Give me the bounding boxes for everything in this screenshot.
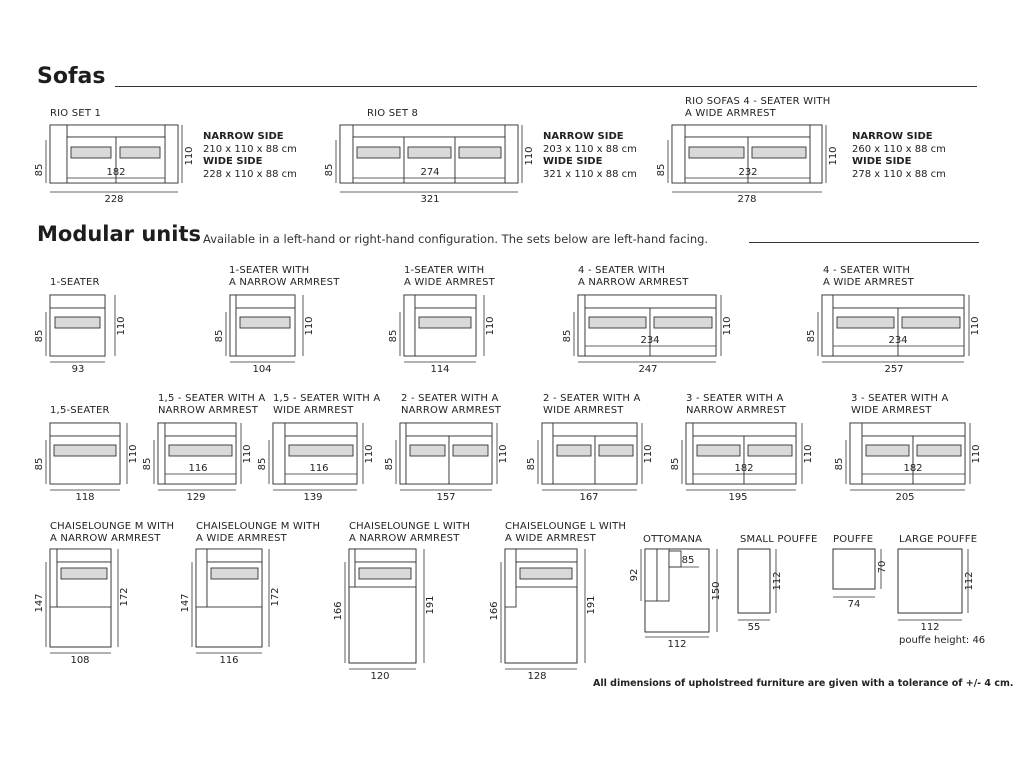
sofas-rule	[115, 86, 977, 87]
dim-width: 129	[186, 492, 206, 503]
dim-inner: 274	[420, 167, 440, 178]
dim-depth: 85	[562, 329, 573, 343]
dim-depth: 85	[834, 457, 845, 471]
dim-width: 228	[104, 194, 124, 205]
module-name: 3 - SEATER WITH A NARROW ARMREST	[686, 393, 787, 416]
dim-width: 247	[638, 364, 658, 375]
module-name: LARGE POUFFE	[899, 534, 978, 545]
module-name: 2 - SEATER WITH A NARROW ARMREST	[401, 393, 502, 416]
dim-width: 195	[728, 492, 748, 503]
dim-depth: 85	[388, 329, 399, 343]
dim-width: 112	[667, 639, 687, 650]
module-name: 2 - SEATER WITH A WIDE ARMREST	[543, 393, 641, 416]
dim-width: 278	[737, 194, 757, 205]
dim-width: 128	[527, 671, 547, 682]
dim-depth: 147	[34, 593, 45, 613]
dim-height: 110	[803, 444, 814, 464]
module-name: 3 - SEATER WITH A WIDE ARMREST	[851, 393, 949, 416]
module-name: CHAISELOUNGE L WITH A NARROW ARMREST	[349, 521, 471, 544]
module-name: POUFFE	[833, 534, 874, 545]
dim-height: 110	[184, 146, 195, 166]
dim-depth: 85	[257, 457, 268, 471]
dim-width: 139	[303, 492, 323, 503]
dim-width: 112	[920, 622, 940, 633]
dim-height: 110	[304, 316, 315, 336]
dim-width: 167	[579, 492, 599, 503]
modular-rule	[749, 242, 979, 243]
dim-width: 114	[430, 364, 450, 375]
dim-depth: 85	[806, 329, 817, 343]
sofa-specs: NARROW SIDE 260 x 110 x 88 cm WIDE SIDE 278 x 110 x 88 cm	[852, 131, 946, 180]
dim-inner: 232	[738, 167, 758, 178]
dim-depth: 85	[656, 163, 667, 177]
dim-height: 191	[425, 595, 436, 615]
sofas-title: Sofas	[37, 64, 106, 89]
dim-height: 110	[970, 316, 981, 336]
sofa-diagram	[652, 120, 842, 208]
dim-depth: 166	[489, 601, 500, 621]
tolerance-footnote: All dimensions of upholstreed furniture are given with a tolerance of +/- 4 cm.	[593, 678, 1014, 689]
dim-height: 112	[964, 571, 975, 591]
dim-height: 110	[828, 146, 839, 166]
module-name: CHAISELOUNGE M WITH A WIDE ARMREST	[196, 521, 321, 544]
module-name: 1,5-SEATER	[50, 405, 110, 416]
dim-height: 110	[116, 316, 127, 336]
dim-depth: 85	[324, 163, 335, 177]
large-pouffe-diagram	[880, 545, 980, 633]
module-diagram	[558, 290, 738, 375]
module-diagram	[380, 418, 510, 503]
dim-height: 110	[128, 444, 139, 464]
dim-depth: 166	[333, 601, 344, 621]
dim-height: 110	[498, 444, 509, 464]
module-name: OTTOMANA	[643, 534, 703, 545]
module-name: 1-SEATER WITH A WIDE ARMREST	[404, 265, 495, 288]
sofa-diagram	[30, 120, 195, 208]
sofa-specs: NARROW SIDE 203 x 110 x 88 cm WIDE SIDE 321 x 110 x 88 cm	[543, 131, 637, 180]
dim-depth: 85	[526, 457, 537, 471]
chaiselounge-diagram	[30, 545, 140, 666]
dim-height: 110	[485, 316, 496, 336]
dim-height: 110	[242, 444, 253, 464]
dim-inner: 182	[106, 167, 126, 178]
dim-width: 104	[252, 364, 272, 375]
module-diagram	[30, 290, 130, 375]
dim-height: 110	[643, 444, 654, 464]
dim-depth: 85	[34, 457, 45, 471]
sofa-specs: NARROW SIDE 210 x 110 x 88 cm WIDE SIDE 228 x 110 x 88 cm	[203, 131, 297, 180]
module-diagram	[522, 418, 662, 503]
dim-inner: 116	[188, 463, 208, 474]
dim-depth: 92	[629, 568, 640, 582]
dim-depth: 85	[34, 329, 45, 343]
dim-depth: 85	[214, 329, 225, 343]
modular-title: Modular units	[37, 222, 201, 246]
dim-width: 74	[847, 599, 861, 610]
module-name: 4 - SEATER WITH A NARROW ARMREST	[578, 265, 689, 288]
chaiselounge-diagram	[329, 545, 449, 682]
dim-width: 93	[71, 364, 85, 375]
dim-height: 172	[119, 587, 130, 607]
module-diagram	[384, 290, 494, 375]
module-diagram	[138, 418, 253, 503]
dim-depth: 147	[180, 593, 191, 613]
dim-width: 118	[75, 492, 95, 503]
small-pouffe-diagram	[720, 545, 800, 633]
dim-height: 110	[722, 316, 733, 336]
module-name: 1,5 - SEATER WITH A NARROW ARMREST	[158, 393, 266, 416]
module-diagram	[802, 290, 982, 375]
module-diagram	[253, 418, 373, 503]
chaiselounge-diagram	[485, 545, 605, 682]
sofa-diagram	[320, 120, 535, 208]
dim-width: 205	[895, 492, 915, 503]
dim-width: 120	[370, 671, 390, 682]
dim-depth: 85	[384, 457, 395, 471]
module-diagram	[666, 418, 816, 503]
dim-height: 191	[586, 595, 597, 615]
sofa-name: RIO SET 1	[50, 108, 102, 119]
dim-height: 110	[364, 444, 375, 464]
pouffe-height-note: pouffe height: 46	[899, 635, 986, 646]
module-name: CHAISELOUNGE M WITH A NARROW ARMREST	[50, 521, 175, 544]
module-name: 1-SEATER WITH A NARROW ARMREST	[229, 265, 340, 288]
module-name: 4 - SEATER WITH A WIDE ARMREST	[823, 265, 914, 288]
dim-inner: 116	[309, 463, 329, 474]
module-diagram	[210, 290, 320, 375]
dim-height: 110	[524, 146, 535, 166]
module-name: 1,5 - SEATER WITH A WIDE ARMREST	[273, 393, 381, 416]
sofa-name: RIO SOFAS 4 - SEATER WITH A WIDE ARMREST	[685, 96, 831, 119]
dim-inner: 182	[903, 463, 923, 474]
dim-inner: 234	[640, 335, 660, 346]
dim-inner: 182	[734, 463, 754, 474]
dim-width: 257	[884, 364, 904, 375]
dim-width: 55	[747, 622, 761, 633]
dim-depth: 85	[142, 457, 153, 471]
dim-inner: 85	[681, 555, 695, 566]
dim-height: 110	[971, 444, 982, 464]
module-name: CHAISELOUNGE L WITH A WIDE ARMREST	[505, 521, 627, 544]
dim-inner: 234	[888, 335, 908, 346]
dim-width: 157	[436, 492, 456, 503]
module-diagram	[30, 418, 140, 503]
module-diagram	[830, 418, 990, 503]
module-name: 1-SEATER	[50, 277, 100, 288]
chaiselounge-diagram	[176, 545, 296, 666]
ottomana-diagram	[625, 545, 725, 650]
modular-subtitle: Available in a left-hand or right-hand configuration. The sets below are left-hand facing.	[203, 232, 709, 246]
sofa-name: RIO SET 8	[367, 108, 419, 119]
module-name: SMALL POUFFE	[740, 534, 818, 545]
dim-width: 116	[219, 655, 239, 666]
dim-height: 112	[772, 571, 783, 591]
dim-height: 70	[877, 560, 888, 574]
dim-width: 321	[420, 194, 440, 205]
dim-width: 108	[70, 655, 90, 666]
dim-height: 172	[270, 587, 281, 607]
dim-depth: 85	[34, 163, 45, 177]
dim-depth: 85	[670, 457, 681, 471]
dim-height: 150	[711, 581, 722, 601]
